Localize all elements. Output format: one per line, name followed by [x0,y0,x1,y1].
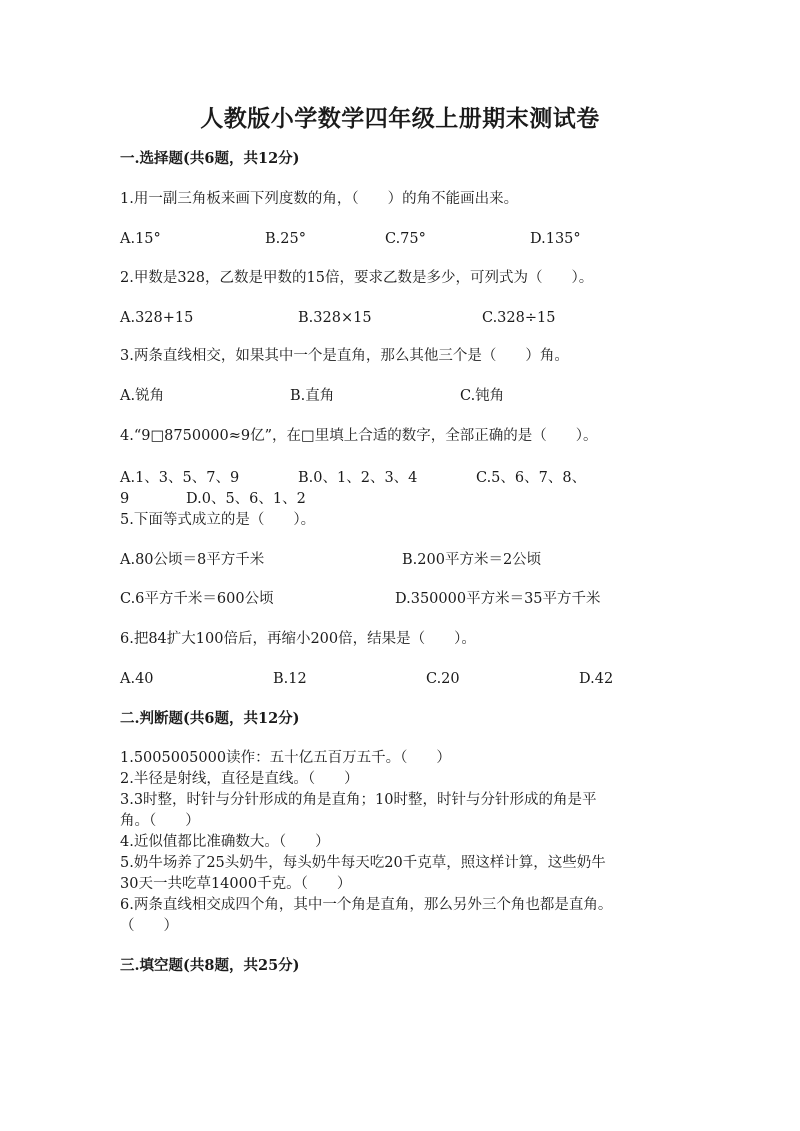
q6-option-d: D.42 [579,671,614,687]
q4-option-d: D.0、5、6、1、2 [186,491,306,507]
section-heading-fill: 三.填空题(共8题，共25分) [120,957,300,974]
q2-option-a: A.328+15 [120,310,194,326]
q5-option-a: A.80公顷＝8平方千米 [120,552,265,568]
judge-line-6: 5.奶牛场养了25头奶牛，每头奶牛每天吃20千克草，照这样计算，这些奶牛 [120,855,606,871]
judge-line-2: 2.半径是射线，直径是直线。（ ） [120,771,359,787]
q3-option-a: A.锐角 [120,388,165,404]
q1-option-a: A.15° [120,231,161,247]
q6-option-b: B.12 [273,671,307,687]
question-5: 5.下面等式成立的是（ ）。 [120,512,316,528]
q1-option-d: D.135° [530,231,581,247]
q1-option-c: C.75° [385,231,426,247]
page-title: 人教版小学数学四年级上册期末测试卷 [200,105,600,132]
question-3: 3.两条直线相交，如果其中一个是直角，那么其他三个是（ ）角。 [120,348,569,364]
q5-option-c: C.6平方千米＝600公顷 [120,591,274,607]
q5-option-b: B.200平方米＝2公顷 [402,552,542,568]
q1-option-b: B.25° [265,231,306,247]
section-heading-choice: 一.选择题(共6题，共12分) [120,150,300,167]
question-1: 1.用一副三角板来画下列度数的角，（ ）的角不能画出来。 [120,191,519,207]
judge-line-8: 6.两条直线相交成四个角，其中一个角是直角，那么另外三个角也都是直角。 [120,897,613,913]
q4-option-b: B.0、1、2、3、4 [298,470,418,486]
judge-line-4: 角。（ ） [120,813,200,829]
judge-line-5: 4.近似值都比准确数大。（ ） [120,834,330,850]
question-4: 4.“9□8750000≈9亿”，在□里填上合适的数字，全部正确的是（ ）。 [120,428,598,444]
judge-line-1: 1.5005005000读作：五十亿五百万五千。（ ） [120,750,451,766]
q2-option-c: C.328÷15 [482,310,556,326]
q2-option-b: B.328×15 [298,310,372,326]
question-6: 6.把84扩大100倍后，再缩小200倍，结果是（ ）。 [120,631,476,647]
q3-option-b: B.直角 [290,388,335,404]
q4-option-a: A.1、3、5、7、9 [120,470,240,486]
question-2: 2.甲数是328，乙数是甲数的15倍，要求乙数是多少，可列式为（ ）。 [120,270,594,286]
q6-option-a: A.40 [120,671,154,687]
judge-line-9: （ ） [120,918,178,934]
q5-option-d: D.350000平方米＝35平方千米 [395,591,601,607]
q6-option-c: C.20 [426,671,460,687]
section-heading-judge: 二.判断题(共6题，共12分) [120,710,300,727]
q3-option-c: C.钝角 [460,388,505,404]
q4-option-c: C.5、6、7、8、 [476,470,587,486]
q4-option-c-cont: 9 [120,491,130,507]
judge-line-7: 30天一共吃草14000千克。（ ） [120,876,352,892]
judge-line-3: 3.3时整，时针与分针形成的角是直角；10时整，时针与分针形成的角是平 [120,792,597,808]
